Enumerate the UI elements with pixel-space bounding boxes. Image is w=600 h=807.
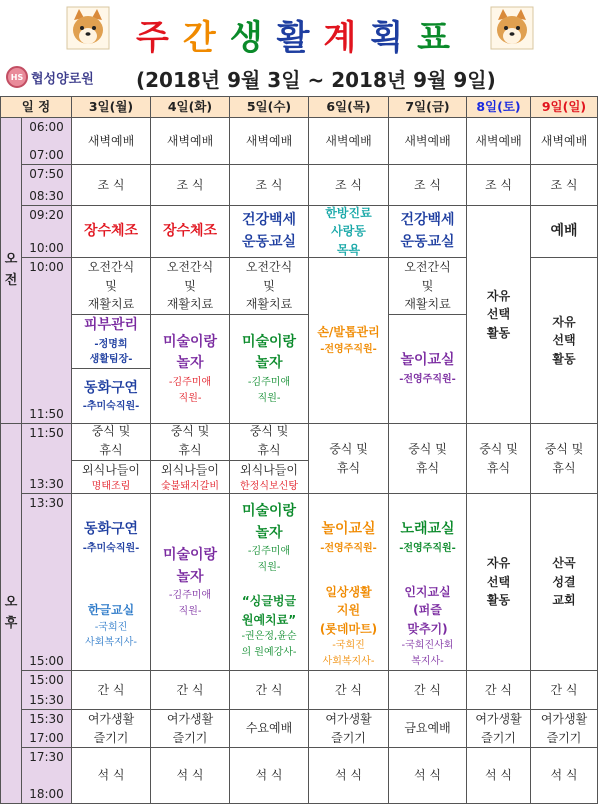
program-cell (72, 258, 151, 424)
cell-text: 간 식 (97, 682, 125, 697)
cell-text: -김주미애 (168, 590, 212, 602)
title-char: 획 (370, 18, 418, 58)
cell-text: 오전간식 (166, 260, 214, 274)
time-end: 17:00 (29, 730, 64, 745)
time-start: 11:50 (29, 426, 64, 440)
cell-text: 사회복지사- (322, 655, 375, 667)
page-title (110, 10, 490, 59)
institution-logo (6, 64, 116, 90)
time-slot (22, 424, 72, 494)
cell-text: -전영주직원- (399, 543, 456, 555)
time-end: 15:30 (29, 692, 64, 707)
cell-text: 복지사- (411, 655, 444, 667)
cell-text: 미술이랑 (162, 333, 218, 350)
cell-text: 간 식 (550, 682, 578, 697)
cell-text: 한정식보신탕 (240, 481, 298, 493)
dawn-service-cell (467, 118, 531, 165)
cell-text: 외식나들이 (240, 462, 298, 477)
cell-text: 즐기기 (172, 730, 208, 745)
program-item (389, 582, 466, 670)
dawn-service-cell (531, 118, 598, 165)
program-cell (389, 494, 467, 671)
cell-text: (퍼즐 (413, 603, 442, 618)
cell-text: 새벽예배 (245, 133, 293, 148)
program-item (309, 582, 388, 670)
cell-text: 동화구연 (83, 379, 139, 396)
title-char: 생 (229, 18, 277, 58)
cell-text: 휴식 (486, 460, 511, 475)
time-start: 09:20 (29, 208, 64, 222)
subtitle-row (0, 62, 600, 92)
time-slot (22, 494, 72, 671)
cell-text: 놀이교실 (321, 521, 376, 538)
time-slot (22, 258, 72, 424)
program-item (389, 494, 466, 582)
time-slot (22, 165, 72, 206)
cell-text: 미술이랑 (162, 546, 218, 563)
cell-text: 재활치료 (245, 297, 293, 312)
pm-label: 오 후 (4, 595, 18, 631)
lunch-rest (151, 424, 229, 460)
cell-text: -정명희 (94, 338, 128, 350)
leisure-cell (230, 710, 309, 748)
time-start: 13:30 (29, 496, 64, 510)
cell-text: 산곡 (552, 556, 576, 571)
cell-text: 선택 (552, 333, 576, 348)
cell-text: 오전간식 (404, 260, 451, 274)
dog-mascot-icon (66, 6, 110, 50)
cell-text: 즐기기 (93, 730, 129, 745)
cell-text: 및 (105, 278, 117, 293)
cell-text: 의 원예강사- (241, 646, 297, 658)
dog-mascot-icon (490, 6, 534, 50)
cell-text: 활동 (552, 351, 576, 366)
cell-text: 놀자 (176, 355, 204, 372)
cell-text: 손/발톱관리 (317, 325, 380, 340)
day-header (72, 96, 151, 118)
cell-text: 중식 및 (91, 424, 131, 439)
cell-text: 노래교실 (400, 521, 455, 538)
program-item (309, 258, 388, 423)
schedule-table (0, 96, 598, 804)
breakfast-cell (467, 165, 531, 206)
breakfast-cell (230, 165, 309, 206)
day-header (151, 96, 230, 118)
breakfast-cell (309, 165, 389, 206)
cell-text: 간 식 (176, 682, 204, 697)
cell-text: 즐기기 (546, 730, 582, 745)
leisure-cell (151, 710, 230, 748)
cell-text: 석 식 (176, 768, 204, 783)
cell-text: 석 식 (255, 768, 283, 783)
dawn-service-cell (389, 118, 467, 165)
cell-text: 인지교실 (404, 584, 451, 599)
time-start: 07:50 (29, 167, 64, 181)
lunch-cell (151, 424, 230, 494)
cell-text: 일상생활 (325, 584, 372, 599)
cell-text: 외식나들이 (82, 462, 140, 477)
lunch-rest (467, 424, 530, 493)
day-label: 6일(목) (326, 99, 371, 115)
cell-text: 중식 및 (479, 441, 518, 456)
leisure-cell (467, 710, 531, 748)
schedule-period: (2018년 9월 3일 ~ 2018년 9월 9일) (136, 68, 496, 92)
cell-text: -추미숙직원- (82, 543, 140, 555)
cell-text: 새벽예배 (404, 133, 451, 148)
table-corner-header (0, 96, 72, 118)
cell-text: 직원- (257, 392, 281, 404)
lunch-cell (230, 424, 309, 494)
cell-text: 자유 (486, 288, 511, 303)
cell-text: 교회 (552, 593, 576, 608)
cell-text: 및 (263, 278, 275, 293)
program-cell (230, 258, 309, 424)
cell-text: 사랑동 (331, 224, 366, 239)
day-label: 8일(토) (476, 99, 521, 115)
time-end: 15:00 (29, 653, 64, 668)
cell-text: 외식나들이 (161, 462, 219, 477)
lunch-rest (72, 424, 150, 460)
cell-text: 재활치료 (404, 297, 451, 312)
cell-text: 직원- (178, 392, 202, 404)
lunch-cell (309, 424, 389, 494)
lunch-cell (531, 424, 598, 494)
day-label: 3일(월) (88, 99, 134, 115)
cell-text: 자유 (552, 314, 576, 329)
cell-text: 조 식 (255, 177, 283, 192)
cell-text: 명태조림 (91, 481, 131, 493)
cell-text: 원예치료” (241, 612, 297, 627)
outing-item (230, 461, 308, 494)
time-start: 15:30 (29, 712, 64, 726)
snack-cell (309, 671, 389, 710)
cell-text: 건강백세 (241, 211, 297, 228)
cell-text: 새벽예배 (540, 133, 588, 148)
cell-text: 활동 (486, 325, 511, 340)
program-cell (72, 206, 151, 258)
cell-text: 운동교실 (400, 233, 455, 250)
cell-text: 예배 (550, 222, 578, 239)
lunch-rest (230, 424, 308, 460)
time-start: 15:00 (29, 673, 64, 687)
am-label: 오 전 (4, 252, 18, 288)
program-cell (230, 206, 309, 258)
program-item (230, 494, 308, 582)
cell-text: -김주미애 (247, 546, 291, 558)
cell-text: 및 (184, 278, 196, 293)
program-item (72, 315, 150, 369)
cell-text: 직원- (257, 561, 281, 573)
snack-cell (151, 671, 230, 710)
cell-text: 휴식 (336, 460, 361, 475)
snack-therapy (151, 258, 229, 314)
breakfast-cell (389, 165, 467, 206)
morning-label (0, 118, 22, 424)
cell-text: 장수체조 (162, 222, 218, 239)
dawn-service-cell (72, 118, 151, 165)
cell-text: 간 식 (335, 682, 362, 697)
corner-label: 일 정 (21, 99, 51, 115)
program-item (230, 315, 308, 423)
lunch-rest (309, 424, 388, 493)
title-char: 주 (135, 18, 183, 58)
day-header (467, 96, 531, 118)
cell-text: 지원 (336, 603, 361, 618)
cell-text: 중식 및 (170, 424, 210, 439)
cell-text: 선택 (486, 574, 511, 589)
cell-text: 중식 및 (408, 441, 447, 456)
cell-text: 석 식 (485, 768, 512, 783)
church-cell (531, 494, 598, 671)
cell-text: 여가생활 (540, 711, 588, 726)
cell-text: 새벽예배 (87, 133, 135, 148)
cell-text: 새벽예배 (325, 133, 372, 148)
program-item (72, 494, 150, 582)
cell-text: 성결 (552, 574, 576, 589)
day-label: 7일(금) (405, 99, 450, 115)
program-cell (309, 206, 389, 258)
breakfast-cell (531, 165, 598, 206)
program-cell (309, 494, 389, 671)
cell-text: 휴식 (415, 460, 440, 475)
cell-text: 오전간식 (245, 260, 293, 274)
cell-text: 재활치료 (166, 297, 214, 312)
cell-text: 한방진료 (325, 206, 372, 220)
cell-text: 조 식 (97, 177, 125, 192)
cell-text: 놀이교실 (400, 352, 455, 369)
snack-cell (467, 671, 531, 710)
cell-text: 간 식 (485, 682, 512, 697)
dinner-cell (389, 748, 467, 804)
program-item (309, 494, 388, 582)
cell-text: 간 식 (414, 682, 441, 697)
cell-text: 휴식 (99, 442, 123, 457)
cell-text: -국희진 (332, 640, 365, 652)
cell-text: 새벽예배 (166, 133, 214, 148)
snack-therapy (230, 258, 308, 314)
cell-text: 놀자 (255, 524, 283, 541)
free-activity-cell (467, 494, 531, 671)
cell-text: 미술이랑 (241, 502, 297, 519)
time-end: 18:00 (29, 786, 64, 801)
lunch-cell (389, 424, 467, 494)
leisure-cell (531, 710, 598, 748)
day-header (230, 96, 309, 118)
cell-text: 휴식 (178, 442, 202, 457)
snack-therapy (72, 258, 150, 314)
cell-text: 조 식 (335, 177, 362, 192)
cell-text: 금요예배 (404, 721, 451, 736)
cell-text: 재활치료 (87, 297, 135, 312)
cell-text: 운동교실 (241, 233, 297, 250)
cell-text: 조 식 (485, 177, 512, 192)
cell-text: 생활팀장- (89, 354, 133, 366)
cell-text: 수요예배 (245, 721, 293, 736)
cell-text: 동화구연 (83, 521, 139, 538)
cell-text: 석 식 (97, 768, 125, 783)
program-cell (151, 258, 230, 424)
title-char: 활 (276, 18, 324, 58)
time-end: 08:30 (29, 188, 64, 203)
cell-text: 미술이랑 (241, 333, 297, 350)
time-slot (22, 748, 72, 804)
time-start: 06:00 (29, 120, 64, 134)
leisure-cell (309, 710, 389, 748)
cell-text: (롯데마트) (319, 621, 378, 636)
program-cell (72, 494, 151, 671)
cell-text: 조 식 (550, 177, 578, 192)
snack-cell (389, 671, 467, 710)
cell-text: 사회복지사- (85, 637, 137, 649)
cell-text: 조 식 (414, 177, 441, 192)
leisure-cell (389, 710, 467, 748)
snack-therapy (389, 258, 466, 314)
cell-text: 직원- (178, 605, 202, 617)
dinner-cell (230, 748, 309, 804)
logo-mark-icon: HS (6, 66, 28, 88)
cell-text: 중식 및 (329, 441, 368, 456)
cell-text: 즐기기 (331, 730, 366, 745)
time-slot (22, 118, 72, 165)
dinner-cell (467, 748, 531, 804)
time-slot (22, 671, 72, 710)
cell-text: 간 식 (255, 682, 283, 697)
cell-text: 여가생활 (87, 711, 135, 726)
time-end: 11:50 (29, 406, 64, 421)
dawn-service-cell (309, 118, 389, 165)
title-char: 표 (417, 18, 464, 58)
cell-text: -추미숙직원- (82, 401, 140, 413)
dinner-cell (151, 748, 230, 804)
cell-text: 석 식 (550, 768, 578, 783)
cell-text: 여가생활 (475, 711, 522, 726)
cell-text: 새벽예배 (475, 133, 522, 148)
sunday-service-cell (531, 206, 598, 258)
cell-text: 여가생활 (325, 711, 372, 726)
cell-text: 자유 (486, 556, 511, 571)
breakfast-cell (151, 165, 230, 206)
cell-text: -권은정,윤순 (241, 631, 297, 643)
cell-text: -전영주직원- (320, 344, 377, 356)
dawn-service-cell (151, 118, 230, 165)
cell-text: 한글교실 (87, 603, 135, 618)
lunch-cell (72, 424, 151, 494)
cell-text: “싱글벙글 (241, 593, 297, 608)
page-header (0, 0, 600, 96)
cell-text: -전영주직원- (399, 373, 456, 385)
time-end: 10:00 (29, 240, 64, 255)
dinner-cell (309, 748, 389, 804)
cell-text: -김주미애 (247, 377, 291, 389)
program-cell (151, 494, 230, 671)
cell-text: 즐기기 (481, 730, 516, 745)
snack-cell (230, 671, 309, 710)
program-cell (151, 206, 230, 258)
cell-text: 휴식 (552, 460, 576, 475)
cell-text: 활동 (486, 593, 511, 608)
program-item (389, 315, 466, 423)
day-header (389, 96, 467, 118)
title-char: 계 (323, 18, 371, 58)
dinner-cell (72, 748, 151, 804)
time-end: 13:30 (29, 476, 64, 491)
snack-cell (72, 671, 151, 710)
cell-text: 숯불돼지갈비 (161, 481, 219, 493)
lunch-cell (467, 424, 531, 494)
cell-text: -국희진사회 (401, 640, 454, 652)
leisure-cell (72, 710, 151, 748)
cell-text: 석 식 (414, 768, 441, 783)
free-activity-cell (467, 206, 531, 424)
cell-text: 석 식 (335, 768, 362, 783)
time-slot (22, 710, 72, 748)
program-item (230, 582, 308, 670)
cell-text: 목욕 (336, 242, 361, 257)
outing-item (72, 461, 150, 494)
time-start: 17:30 (29, 750, 64, 764)
day-header (309, 96, 389, 118)
dinner-cell (531, 748, 598, 804)
cell-text: 선택 (486, 307, 511, 322)
afternoon-label (0, 424, 22, 804)
cell-text: 중식 및 (249, 424, 289, 439)
day-label: 5일(수) (246, 99, 292, 115)
program-item (151, 315, 229, 423)
lunch-rest (531, 424, 597, 493)
cell-text: 중식 및 (544, 441, 584, 456)
cell-text: 여가생활 (166, 711, 214, 726)
program-cell (309, 258, 389, 424)
cell-text: 조 식 (176, 177, 204, 192)
cell-text: -국희진 (94, 621, 128, 633)
free-activity-cell (531, 258, 598, 424)
program-item (72, 369, 150, 423)
title-char: 간 (182, 18, 230, 58)
cell-text: 놀자 (255, 355, 283, 372)
outing-item (151, 461, 229, 494)
time-end: 07:00 (29, 147, 64, 162)
breakfast-cell (72, 165, 151, 206)
day-header (531, 96, 598, 118)
cell-text: 장수체조 (83, 222, 139, 239)
cell-text: 피부관리 (83, 317, 139, 334)
lunch-rest (389, 424, 466, 493)
cell-text: -김주미애 (168, 377, 212, 389)
program-cell (230, 494, 309, 671)
program-cell (389, 258, 467, 424)
day-label: 4일(화) (167, 99, 213, 115)
cell-text: 맞추기) (407, 621, 448, 636)
cell-text: 놀자 (176, 568, 204, 585)
time-start: 10:00 (29, 260, 64, 274)
cell-text: 휴식 (257, 442, 281, 457)
day-label: 9일(일) (541, 99, 587, 115)
dawn-service-cell (230, 118, 309, 165)
cell-text: -전영주직원- (320, 543, 377, 555)
program-cell (389, 206, 467, 258)
snack-cell (531, 671, 598, 710)
program-item (72, 582, 150, 670)
institution-name: 협성양로원 (31, 71, 94, 87)
cell-text: 및 (421, 278, 434, 293)
time-slot (22, 206, 72, 258)
cell-text: 오전간식 (87, 260, 135, 274)
cell-text: 건강백세 (400, 211, 455, 228)
